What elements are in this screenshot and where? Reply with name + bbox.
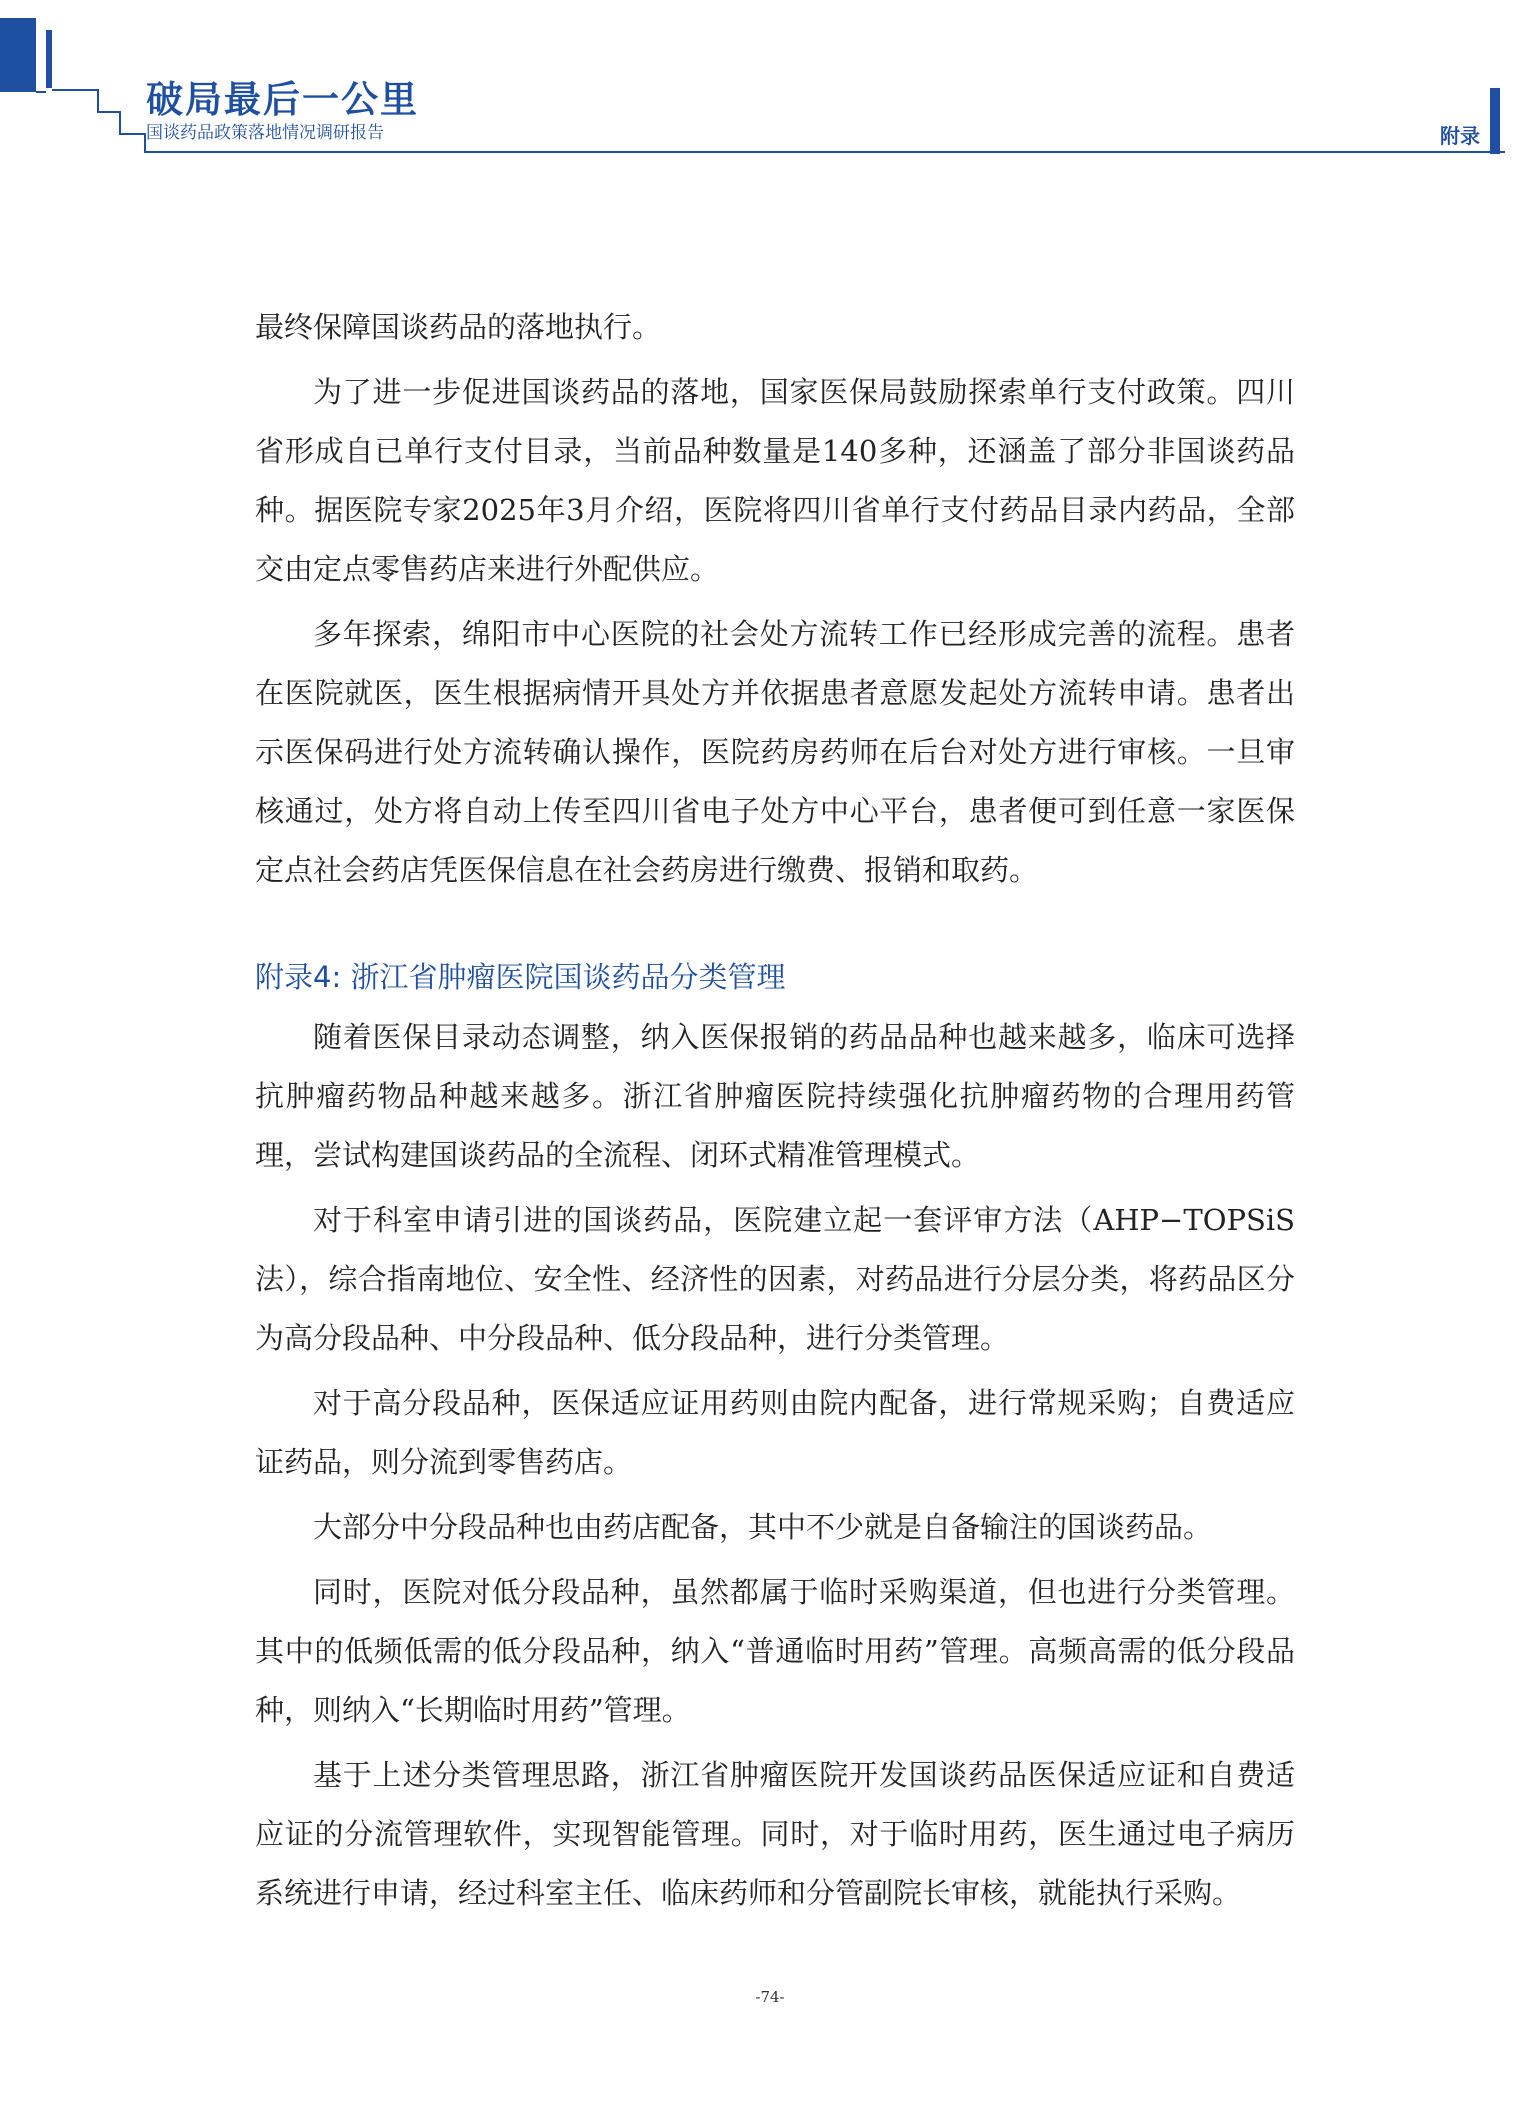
paragraph: 多年探索，绵阳市中心医院的社会处方流转工作已经形成完善的流程。患者在医院就医，医生根据病情开具处方并依据患者意愿发起处方流转申请。患者出示医保码进行处方流转确认操作，医院药房药师在后台对处方进行审核。一旦审核通过，处方将自动上传至四川省电子处方中心平台，患者便可到任意一家医保定点社会药店凭医保信息在社会药房进行缴费、报销和取药。 [255, 617, 1295, 887]
paragraph: 基于上述分类管理思路，浙江省肿瘤医院开发国谈药品医保适应证和自费适应证的分流管理软件，实现智能管理。同时，对于临时用药，医生通过电子病历系统进行申请，经过科室主任、临床药师和分管副院长审核，就能执行采购。 [255, 1758, 1295, 1910]
page-header [0, 0, 1540, 160]
paragraph: 同时，医院对低分段品种，虽然都属于临时采购渠道，但也进行分类管理。其中的低频低需的低分段品种，纳入“普通临时用药”管理。高频高需的低分段品种，则纳入“长期临时用药”管理。 [255, 1575, 1295, 1727]
main-content [255, 298, 1295, 1929]
section-tag: 附录 [1440, 124, 1480, 148]
page-number: -74- [755, 1988, 785, 2006]
header-rule [145, 151, 1505, 153]
paragraph: 随着医保目录动态调整，纳入医保报销的药品品种也越来越多，临床可选择抗肿瘤药物品种越来越多。浙江省肿瘤医院持续强化抗肿瘤药物的合理用药管理，尝试构建国谈药品的全流程、闭环式精准管理模式。 [255, 1020, 1295, 1172]
paragraph: 对于科室申请引进的国谈药品，医院建立起一套评审方法（AHP−TOPSiS法），综合指南地位、安全性、经济性的因素，对药品进行分层分类，将药品区分为高分段品种、中分段品种、低分段品种，进行分类管理。 [255, 1203, 1295, 1355]
paragraph: 大部分中分段品种也由药店配备，其中不少就是自备输注的国谈药品。 [313, 1510, 1213, 1544]
paragraph: 为了进一步促进国谈药品的落地，国家医保局鼓励探索单行支付政策。四川省形成自已单行支付目录，当前品种数量是140多种，还涵盖了部分非国谈药品种。据医院专家2025年3月介绍，医院将四川省单行支付药品目录内药品，全部交由定点零售药店来进行外配供应。 [255, 375, 1295, 586]
section-heading: 附录4: 浙江省肿瘤医院国谈药品分类管理 [255, 960, 786, 994]
paragraph: 对于高分段品种，医保适应证用药则由院内配备，进行常规采购；自费适应证药品，则分流到零售药店。 [255, 1386, 1295, 1479]
book-subtitle: 国谈药品政策落地情况调研报告 [146, 123, 384, 143]
section-tag-bar [1490, 88, 1500, 154]
paragraph: 最终保障国谈药品的落地执行。 [255, 310, 662, 344]
book-title: 破局最后一公里 [146, 78, 419, 121]
